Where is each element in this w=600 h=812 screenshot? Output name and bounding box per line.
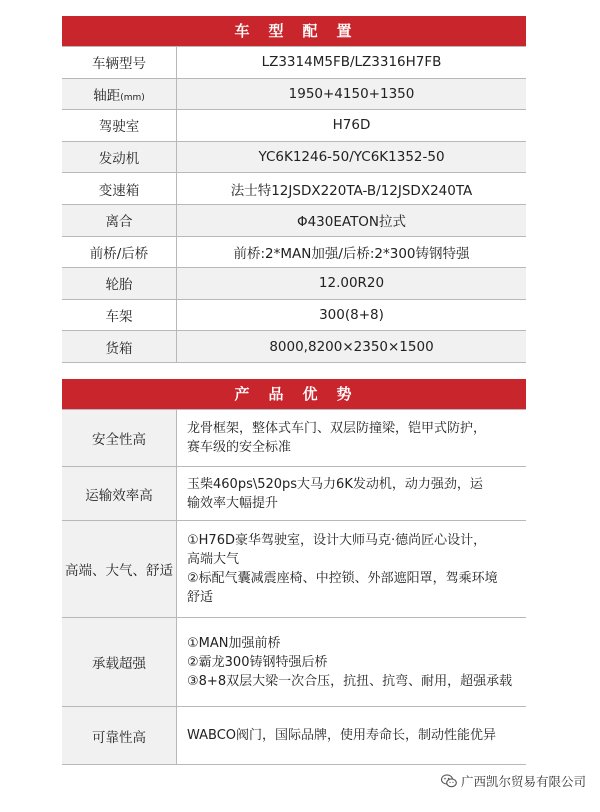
advantage-line: WABCO阀门，国际品牌，使用寿命长，制动性能优异 <box>187 728 497 743</box>
table-row <box>62 707 526 765</box>
advantage-line: 龙骨框架，整体式车门、双层防撞梁，铠甲式防护， <box>187 421 487 436</box>
advantage-text <box>177 467 527 521</box>
spec-value: LZ3314M5FB/LZ3316H7FB <box>177 47 527 79</box>
advantage-line: 玉柴460ps\520ps大马力6K发动机，动力强劲，运 <box>187 476 483 492</box>
spec-value: YC6K1246-50/YC6K1352-50 <box>177 141 527 173</box>
spec-label: 变速箱 <box>62 173 177 205</box>
spec-label: 车架 <box>62 299 177 331</box>
spec-label: 前桥/后桥 <box>62 236 177 268</box>
wechat-icon <box>441 774 457 788</box>
advantages-table <box>62 409 526 765</box>
advantage-label: 可靠性高 <box>62 707 177 765</box>
spec-table <box>62 46 526 363</box>
advantages-section-title: 产 品 优 势 <box>234 385 354 403</box>
advantage-line: ②标配气囊减震座椅、中控锁、外部遮阳罩，驾乘环境 <box>187 571 498 586</box>
table-row <box>62 173 526 205</box>
advantage-text <box>177 410 527 467</box>
spec-label: 发动机 <box>62 141 177 173</box>
spec-value: 前桥:2*MAN加强/后桥:2*300铸钢特强 <box>177 236 527 268</box>
spec-value: 12.00R20 <box>177 268 527 300</box>
advantage-label: 运输效率高 <box>62 467 177 521</box>
advantage-text <box>177 521 527 618</box>
table-row <box>62 236 526 268</box>
spec-label: 离合 <box>62 204 177 236</box>
advantage-line: 高端大气 <box>187 552 240 567</box>
advantage-line: 赛车级的安全标准 <box>187 440 292 455</box>
spec-label-unit: (mm) <box>120 92 145 103</box>
spec-value: 法士特12JSDX220TA-B/12JSDX240TA <box>177 173 527 205</box>
advantage-line: ②霸龙300铸钢特强后桥 <box>187 654 328 670</box>
advantage-line: 输效率大幅提升 <box>187 495 279 511</box>
advantage-line: ①H76D豪华驾驶室，设计大师马克·德尚匠心设计， <box>187 533 487 548</box>
advantage-label: 承载超强 <box>62 618 177 707</box>
watermark-text: 广西凯尔贸易有限公司 <box>460 774 586 789</box>
advantage-line: ③8+8双层大梁一次合压，抗扭、抗弯、耐用，超强承载 <box>187 673 513 689</box>
advantages-section-header <box>62 379 526 409</box>
spec-value: 1950+4150+1350 <box>177 78 527 110</box>
table-row <box>62 110 526 142</box>
spec-section-header <box>62 16 526 46</box>
watermark <box>441 772 586 790</box>
spec-label-text: 轴距 <box>93 87 121 104</box>
table-row <box>62 521 526 618</box>
table-row <box>62 410 526 467</box>
spec-label: 车辆型号 <box>62 47 177 79</box>
table-row <box>62 78 526 110</box>
spec-section-title: 车 型 配 置 <box>234 22 354 40</box>
spec-value: Φ430EATON拉式 <box>177 204 527 236</box>
spec-value: 8000,8200×2350×1500 <box>177 331 527 363</box>
table-row <box>62 467 526 521</box>
advantage-label: 高端、大气、舒适 <box>62 521 177 618</box>
table-row <box>62 299 526 331</box>
table-row <box>62 331 526 363</box>
spec-value: 300(8+8) <box>177 299 527 331</box>
table-row <box>62 47 526 79</box>
table-row <box>62 204 526 236</box>
table-row <box>62 268 526 300</box>
advantage-line: ①MAN加强前桥 <box>187 635 281 651</box>
spec-label: 驾驶室 <box>62 110 177 142</box>
advantage-text <box>177 707 527 765</box>
advantage-label: 安全性高 <box>62 410 177 467</box>
advantage-text <box>177 618 527 707</box>
advantage-line: 舒适 <box>187 590 214 605</box>
table-row <box>62 141 526 173</box>
spec-label <box>62 78 177 110</box>
spec-label: 轮胎 <box>62 268 177 300</box>
spec-value: H76D <box>177 110 527 142</box>
spec-label: 货箱 <box>62 331 177 363</box>
table-row <box>62 618 526 707</box>
